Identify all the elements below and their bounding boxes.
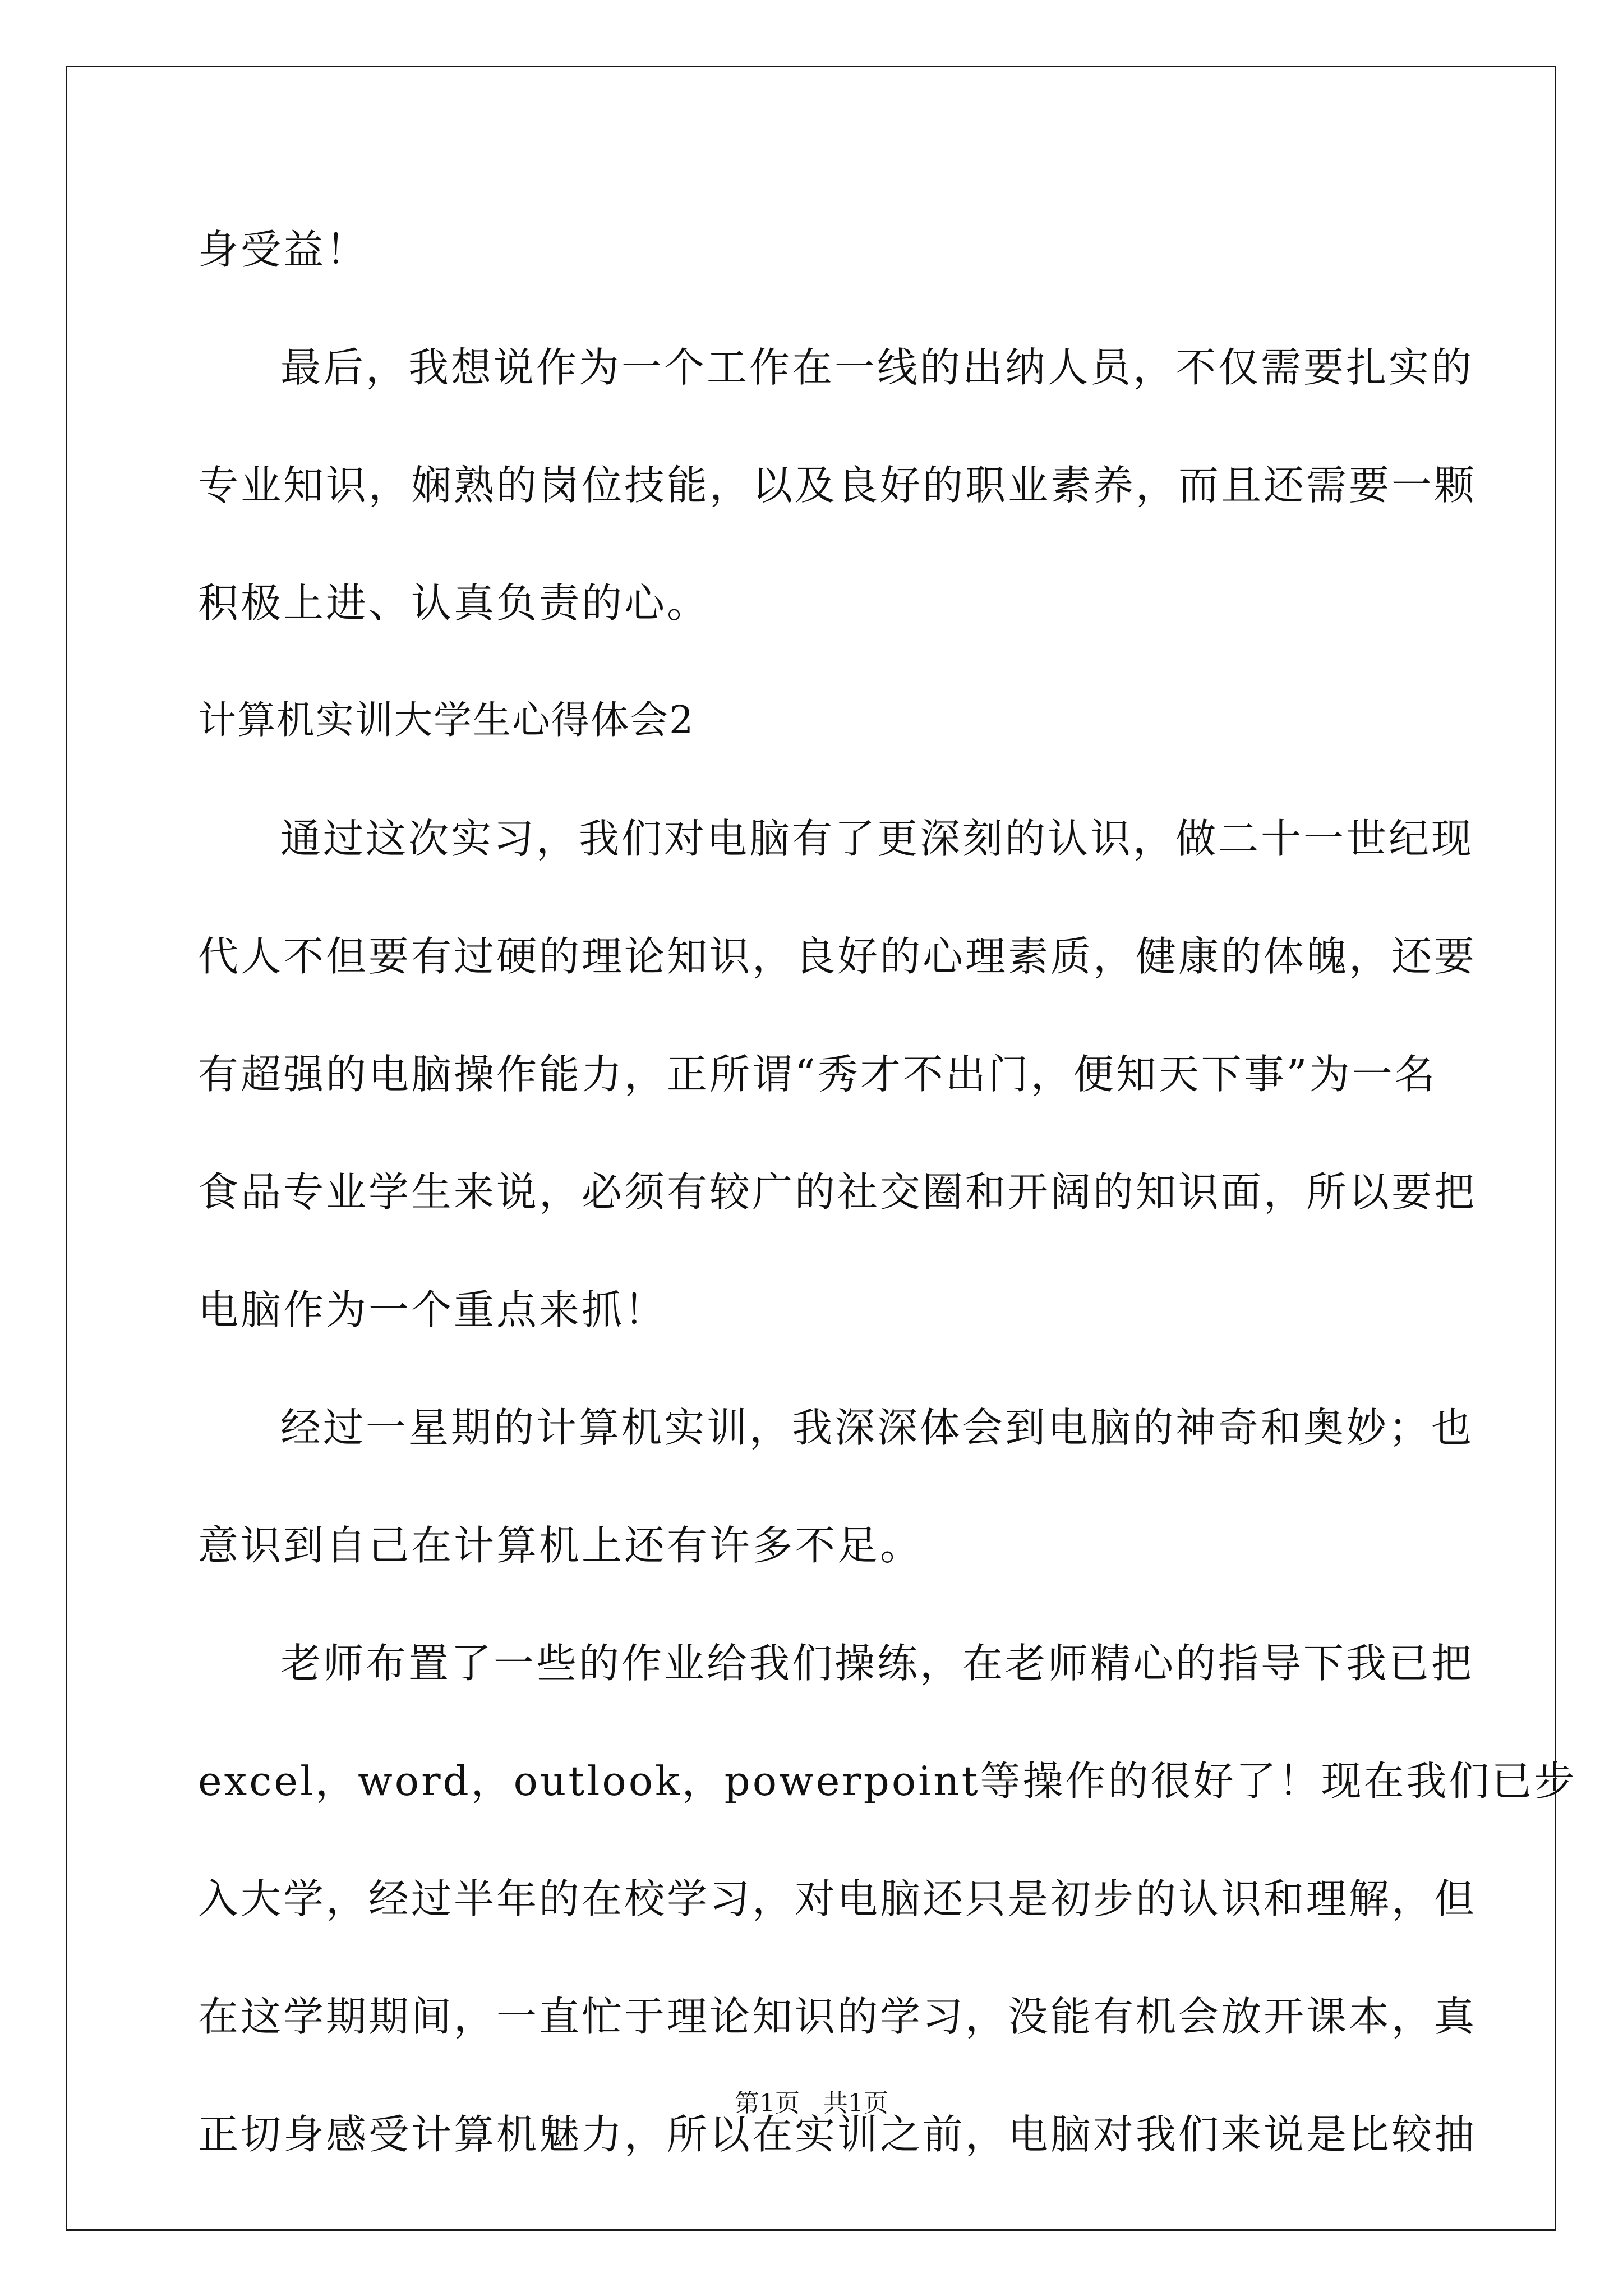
paragraph-line: 老师布置了一些的作业给我们操练，在老师精心的指导下我已把	[280, 1640, 1474, 1687]
paragraph-line: 在这学期期间，一直忙于理论知识的学习，没能有机会放开课本，真	[198, 1993, 1477, 2040]
paragraph-line: 入大学，经过半年的在校学习，对电脑还只是初步的认识和理解，但	[198, 1875, 1477, 1922]
page-number: 第1页	[735, 2089, 800, 2118]
paragraph-line: excel，word，outlook，powerpoint等操作的很好了！现在我们已步	[198, 1757, 1577, 1805]
paragraph-line: 电脑作为一个重点来抓！	[198, 1286, 667, 1333]
paragraph-line: 有超强的电脑操作能力，正所谓“秀才不出门，便知天下事”为一名	[198, 1051, 1437, 1098]
paragraph-line: 食品专业学生来说，必须有较广的社交圈和开阔的知识面，所以要把	[198, 1168, 1477, 1216]
paragraph-line: 经过一星期的计算机实训，我深深体会到电脑的神奇和奥妙；也	[280, 1404, 1474, 1451]
paragraph-line: 意识到自己在计算机上还有许多不足。	[198, 1522, 923, 1569]
section-heading: 计算机实训大学生心得体会2	[198, 698, 695, 743]
paragraph-line: 最后，我想说作为一个工作在一线的出纳人员，不仅需要扎实的	[280, 344, 1474, 391]
paragraph-line: 身受益！	[198, 226, 369, 273]
paragraph-line: 正切身感受计算机魅力，所以在实训之前，电脑对我们来说是比较抽	[198, 2111, 1477, 2158]
page-footer	[0, 2087, 1623, 2120]
document-body	[198, 191, 1577, 2193]
paragraph-line: 积极上进、认真负责的心。	[198, 579, 710, 627]
paragraph-line: 通过这次实习，我们对电脑有了更深刻的认识，做二十一世纪现	[280, 815, 1474, 862]
paragraph-line: 专业知识，娴熟的岗位技能，以及良好的职业素养，而且还需要一颗	[198, 462, 1477, 509]
paragraph-line: 代人不但要有过硬的理论知识，良好的心理素质，健康的体魄，还要	[198, 933, 1477, 980]
page-total: 共1页	[823, 2089, 888, 2118]
